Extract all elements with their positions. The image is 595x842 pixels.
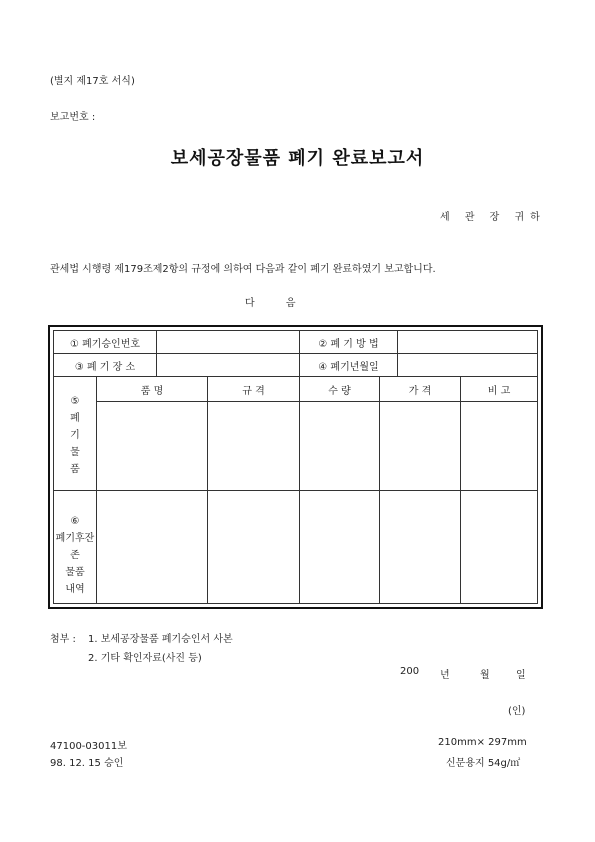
report-table — [48, 325, 543, 609]
column-specification: 규 격 — [242, 385, 265, 397]
disposal-date-label: ④ 폐기년월일 — [318, 361, 379, 373]
date-month-unit: 월 — [480, 670, 490, 681]
disposed-items-section-label: ⑤ 폐 기 물 품 — [70, 396, 80, 475]
disposal-method-field[interactable] — [398, 331, 537, 353]
disposal-place-field[interactable] — [157, 354, 299, 376]
form-code: 47100-03011보 — [50, 741, 127, 752]
approval-date: 98. 12. 15 승인 — [50, 758, 124, 769]
report-number-label: 보고번호 : — [50, 112, 96, 123]
column-item-name: 품 명 — [140, 385, 164, 397]
date-year: 200 — [400, 666, 420, 677]
attachment-item-1: 1. 보세공장물품 폐기승인서 사본 — [88, 634, 233, 645]
paper-size: 210mm× 297mm — [438, 737, 527, 748]
column-price: 가 격 — [408, 385, 432, 397]
remaining-items-section-label: ⑥ 폐기후잔 존 물품 내역 — [55, 516, 95, 595]
approval-number-field[interactable] — [157, 331, 299, 353]
form-number: (별지 제17호 서식) — [50, 76, 135, 87]
date-year-unit: 년 — [440, 670, 450, 681]
addressee: 세 관 장 귀하 — [440, 212, 546, 223]
column-quantity: 수 량 — [328, 385, 351, 397]
disposal-method-label: ② 폐 기 방 법 — [318, 338, 379, 350]
date-day-unit: 일 — [516, 670, 526, 681]
attachment-item-2: 2. 기타 확인자료(사진 등) — [88, 653, 202, 664]
details-heading: 다 음 — [245, 298, 310, 309]
paper-type: 신문용지 54g/㎡ — [446, 758, 521, 769]
seal-mark: (인) — [508, 706, 526, 717]
disposal-date-field[interactable] — [398, 354, 537, 376]
page-title: 보세공장물품 폐기 완료보고서 — [170, 148, 425, 169]
disposal-place-label: ③ 폐 기 장 소 — [74, 361, 136, 373]
column-remarks: 비 고 — [487, 385, 511, 397]
approval-number-label: ① 폐기승인번호 — [69, 338, 141, 350]
statement-text: 관세법 시행령 제179조제2항의 규정에 의하여 다음과 같이 폐기 완료하였기 보고합니다. — [50, 264, 436, 275]
attachments-label: 첨부 : — [50, 634, 76, 645]
